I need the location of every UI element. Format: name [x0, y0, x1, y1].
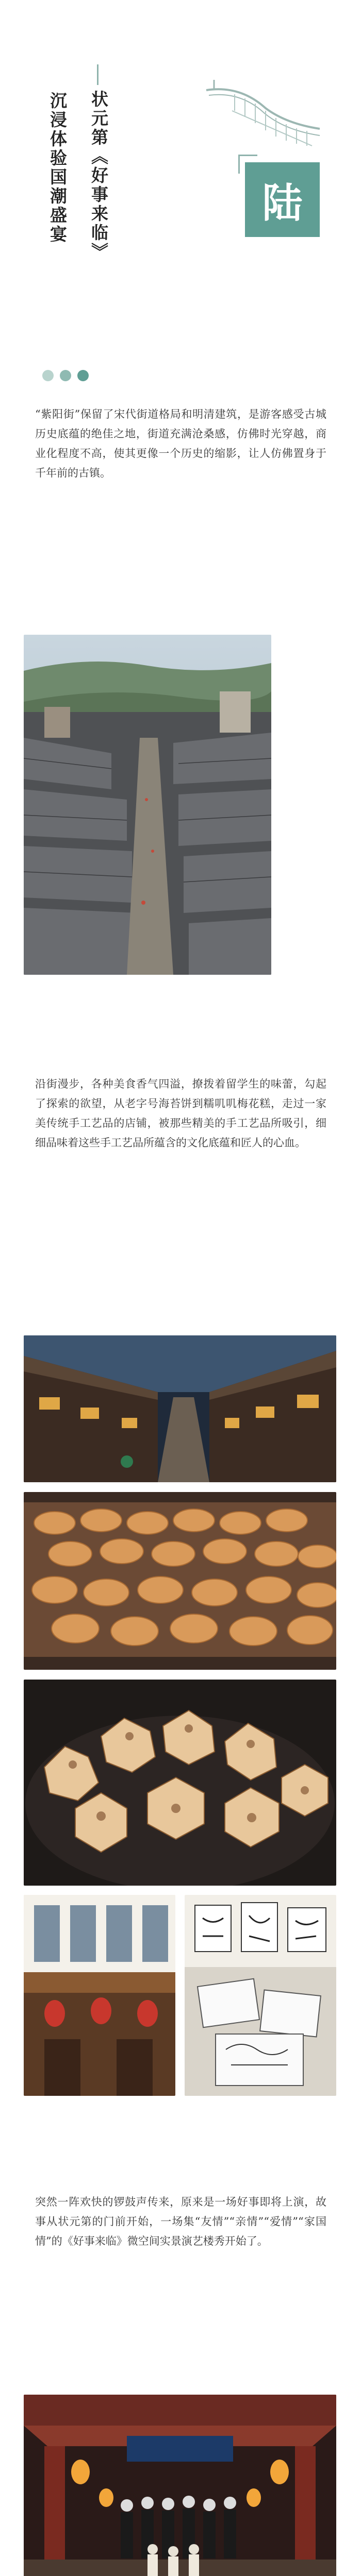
street-paragraph: 沿街漫步，各种美食香气四溢，撩拨着留学生的味蕾，勾起了探索的欲望，从老字号海苔饼到糯叽叽梅花糕，走过一家美传统手工艺品的店铺，被那些精美的手工艺品所吸引，细细品味着这些手工艺品所蕴含的文化底蕴和匠人的心血。	[35, 1078, 326, 1149]
seaweed-cakes-photo	[24, 1492, 336, 1670]
intro-paragraph: “紫阳街”保留了宋代街道格局和明清建筑，是游客感受古城历史底蕴的绝佳之地，街道充满沧桑感，仿佛时光穿越，商业化程度不高，使其更像一个历史的缩影，让人仿佛置身于千年前的古镇。	[35, 408, 326, 479]
title-line-1: 状元第《好事来临》	[88, 90, 109, 262]
handicraft-store-photo	[185, 1895, 336, 2096]
roof-eave-icon	[204, 80, 322, 162]
dot-icon	[42, 370, 54, 381]
ancient-town-rooftops-photo	[24, 635, 271, 975]
shop-front-photo	[24, 1895, 175, 2096]
dot-icon	[77, 370, 89, 381]
night-street-photo	[24, 1335, 336, 1482]
title-divider	[97, 64, 99, 85]
title-line-2: 沉浸体验国潮盛宴	[47, 92, 68, 244]
decorative-dots	[42, 370, 89, 381]
dot-icon	[60, 370, 71, 381]
performance-stage-photo	[24, 2395, 336, 2576]
section-badge: 陆	[245, 162, 320, 237]
plum-blossom-cakes-photo	[24, 1680, 336, 1886]
performance-paragraph: 突然一阵欢快的锣鼓声传来，原来是一场好事即将上演，故事从状元第的门前开始，一场集“友情”“亲情”“爱情”“家国情”的《好事来临》微空间实景演艺楼秀开始了。	[35, 2196, 326, 2247]
